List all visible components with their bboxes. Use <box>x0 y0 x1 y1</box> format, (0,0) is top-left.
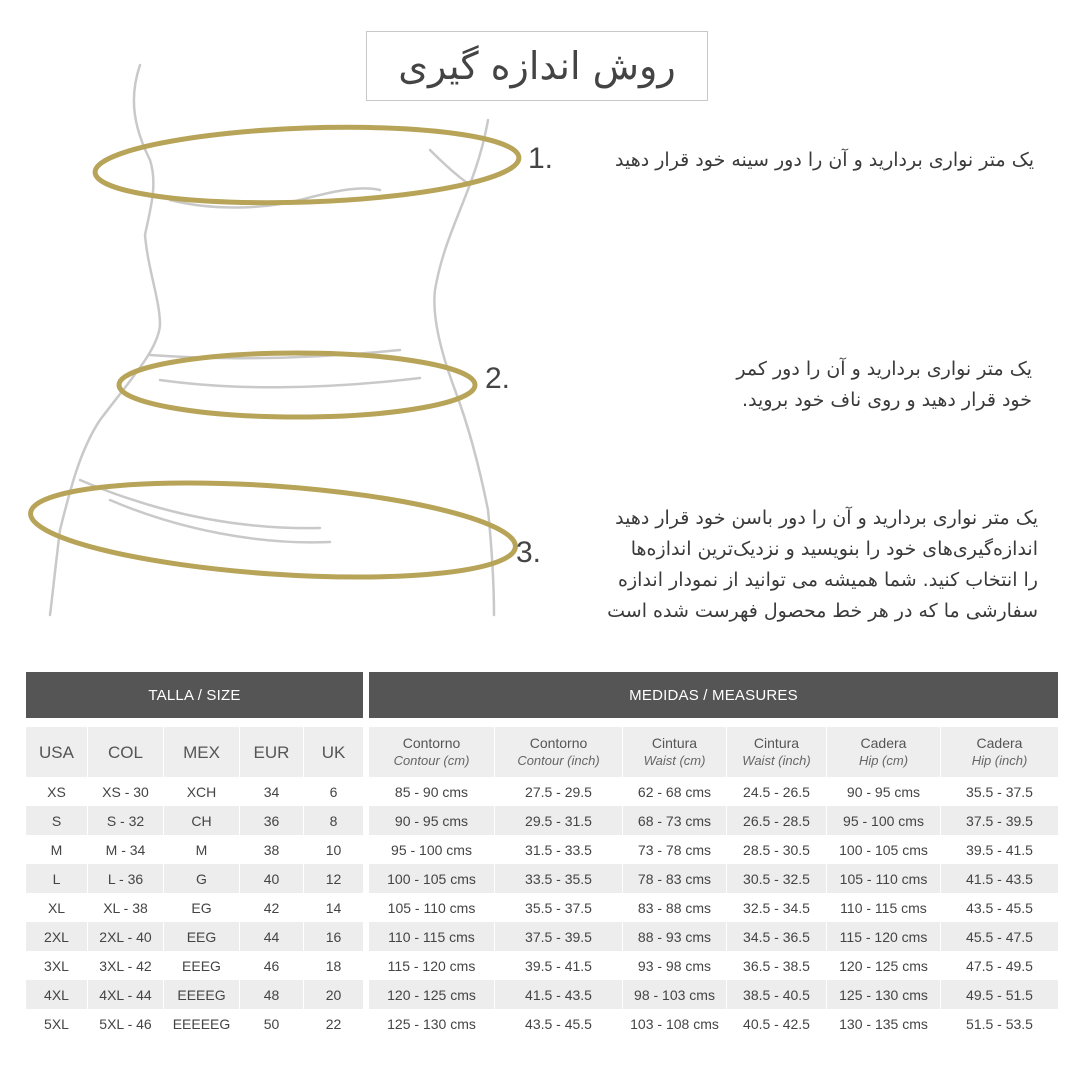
table-cell: 115 - 120 cms <box>369 951 495 980</box>
step-3-line: سفارشی ما که در هر خط محصول فهرست شده است <box>607 600 1038 622</box>
col-label-es: Contorno <box>529 735 588 751</box>
table-cell: 40.5 - 42.5 <box>727 1009 827 1038</box>
body-outline-illustration <box>0 60 560 620</box>
table-row <box>26 893 1058 922</box>
col-label-en: Contour (cm) <box>393 753 470 768</box>
table-cell: 10 <box>304 835 369 864</box>
table-cell: 2XL - 40 <box>88 922 164 951</box>
table-cell: 41.5 - 43.5 <box>941 864 1058 893</box>
table-row <box>26 922 1058 951</box>
step-3-line: را انتخاب کنید. شما همیشه می توانید از نمودار اندازه <box>618 569 1038 591</box>
table-cell: XL - 38 <box>88 893 164 922</box>
table-row <box>26 1009 1058 1038</box>
col-contour-inch <box>495 727 623 777</box>
col-label-es: Cadera <box>860 735 907 751</box>
table-cell: 18 <box>304 951 369 980</box>
col-label-es: Cadera <box>976 735 1023 751</box>
table-cell: 35.5 - 37.5 <box>966 783 1033 800</box>
table-cell: 125 - 130 cms <box>369 1009 495 1038</box>
table-cell: EG <box>164 893 240 922</box>
table-cell: 29.5 - 31.5 <box>495 806 623 835</box>
table-cell: 115 - 120 cms <box>827 922 941 951</box>
table-cell: 33.5 - 35.5 <box>495 864 623 893</box>
table-body <box>26 777 1058 1038</box>
col-col: COL <box>88 727 164 777</box>
table-cell: 103 - 108 cms <box>623 1009 727 1038</box>
col-usa: USA <box>26 727 88 777</box>
col-label-en: Contour (inch) <box>517 753 600 768</box>
step-3-line: اندازه‌گیری‌های خود را بنویسید و نزدیک‌ترین اندازه‌ها <box>630 538 1038 560</box>
table-header-row <box>26 727 1058 777</box>
col-label-en: Waist (cm) <box>643 753 706 768</box>
table-cell: 35.5 - 37.5 <box>495 893 623 922</box>
table-cell: 49.5 - 51.5 <box>941 980 1058 1009</box>
table-cell: 40 <box>240 864 304 893</box>
col-hip-cm <box>827 727 941 777</box>
table-cell: 48 <box>240 980 304 1009</box>
table-cell: 120 - 125 cms <box>827 951 941 980</box>
table-cell: 3XL <box>26 951 88 980</box>
col-label-en: Waist (inch) <box>742 753 811 768</box>
table-cell: 39.5 - 41.5 <box>495 951 623 980</box>
table-cell: 16 <box>304 922 369 951</box>
table-cell: XCH <box>164 777 240 806</box>
col-eur: EUR <box>240 727 304 777</box>
table-cell: 12 <box>304 864 369 893</box>
table-cell: 31.5 - 33.5 <box>495 835 623 864</box>
table-cell: 22 <box>304 1009 369 1038</box>
col-waist-inch <box>727 727 827 777</box>
table-cell: 85 - 90 cms <box>369 777 495 806</box>
table-cell: G <box>164 864 240 893</box>
table-cell: 51.5 - 53.5 <box>966 1015 1033 1032</box>
table-row <box>26 835 1058 864</box>
table-cell: 93 - 98 cms <box>623 951 727 980</box>
table-cell: 45.5 - 47.5 <box>941 922 1058 951</box>
table-cell: 100 - 105 cms <box>369 864 495 893</box>
waist-tape <box>119 353 475 417</box>
table-cell: 5XL <box>26 1009 88 1038</box>
col-label-es: Cintura <box>651 735 698 751</box>
table-cell: XL <box>26 893 88 922</box>
col-hip-inch <box>941 727 1058 777</box>
table-cell: 43.5 - 45.5 <box>966 899 1033 916</box>
bust-tape <box>94 121 520 210</box>
col-contour-cm <box>369 727 495 777</box>
table-cell: 36.5 - 38.5 <box>727 951 827 980</box>
table-cell: 62 - 68 cms <box>623 777 727 806</box>
step-2-line: یک متر نواری بردارید و آن را دور کمر <box>736 358 1032 380</box>
table-cell: 120 - 125 cms <box>369 980 495 1009</box>
table-cell: 105 - 110 cms <box>369 893 495 922</box>
table-cell: 8 <box>304 806 369 835</box>
table-cell: 39.5 - 41.5 <box>966 841 1033 858</box>
table-cell: S - 32 <box>88 806 164 835</box>
table-cell: 95 - 100 cms <box>369 835 495 864</box>
step-2-number: 2. <box>485 362 511 395</box>
step-3-text <box>607 503 1038 622</box>
table-cell: 30.5 - 32.5 <box>727 864 827 893</box>
table-cell: 46 <box>240 951 304 980</box>
table-cell: 68 - 73 cms <box>623 806 727 835</box>
table-cell: 34.5 - 36.5 <box>727 922 827 951</box>
table-row <box>26 951 1058 980</box>
table-cell: 28.5 - 30.5 <box>727 835 827 864</box>
table-cell: 5XL - 46 <box>88 1009 164 1038</box>
table-cell: M <box>164 835 240 864</box>
step-3-number: 3. <box>516 536 542 569</box>
table-cell: 90 - 95 cms <box>369 806 495 835</box>
table-cell: XS <box>26 777 88 806</box>
table-cell: EEEG <box>164 951 240 980</box>
table-cell: 4XL <box>26 980 88 1009</box>
size-table <box>26 727 1058 1038</box>
col-mex: MEX <box>164 727 240 777</box>
table-cell: 38 <box>240 835 304 864</box>
table-cell: L <box>26 864 88 893</box>
table-cell: 32.5 - 34.5 <box>727 893 827 922</box>
col-label-es: Contorno <box>402 735 461 751</box>
shoulder-curve <box>430 150 470 185</box>
size-group-header: TALLA / SIZE <box>26 672 363 718</box>
table-cell: 83 - 88 cms <box>623 893 727 922</box>
table-cell: EEEEG <box>164 980 240 1009</box>
table-cell: 38.5 - 40.5 <box>727 980 827 1009</box>
table-cell: 100 - 105 cms <box>827 835 941 864</box>
table-cell: XS - 30 <box>88 777 164 806</box>
measures-group-header: MEDIDAS / MEASURES <box>369 672 1058 718</box>
page-title: روش اندازه گیری <box>366 31 708 101</box>
waist-fold-2 <box>160 378 420 387</box>
col-waist-cm <box>623 727 727 777</box>
table-cell: CH <box>164 806 240 835</box>
table-cell: 37.5 - 39.5 <box>941 806 1058 835</box>
col-label-en: Hip (cm) <box>858 753 909 768</box>
table-cell: 27.5 - 29.5 <box>495 777 623 806</box>
table-cell: 37.5 - 39.5 <box>495 922 623 951</box>
table-row <box>26 777 1058 806</box>
table-cell: 98 - 103 cms <box>623 980 727 1009</box>
table-cell: 2XL <box>26 922 88 951</box>
table-cell: 50 <box>240 1009 304 1038</box>
table-cell: EEG <box>164 922 240 951</box>
table-cell: 110 - 115 cms <box>827 893 941 922</box>
step-2-text <box>736 354 1032 416</box>
table-cell: 44 <box>240 922 304 951</box>
table-cell: 3XL - 42 <box>88 951 164 980</box>
col-label-es: Cintura <box>753 735 800 751</box>
table-cell: 34 <box>240 777 304 806</box>
step-2-line: خود قرار دهید و روی ناف خود بروید. <box>742 389 1032 411</box>
table-row <box>26 980 1058 1009</box>
table-cell: 130 - 135 cms <box>827 1009 941 1038</box>
table-cell: 41.5 - 43.5 <box>495 980 623 1009</box>
hip-tape <box>28 469 519 591</box>
step-1-text <box>615 145 1034 176</box>
col-uk: UK <box>304 727 369 777</box>
step-1-line: یک متر نواری بردارید و آن را دور سینه خود قرار دهید <box>615 149 1034 171</box>
table-cell: 42 <box>240 893 304 922</box>
table-cell: 105 - 110 cms <box>827 864 941 893</box>
table-cell: 24.5 - 26.5 <box>727 777 827 806</box>
table-cell: 73 - 78 cms <box>623 835 727 864</box>
size-chart <box>26 672 1058 1032</box>
col-label-en: Hip (inch) <box>971 753 1028 768</box>
table-cell: S <box>26 806 88 835</box>
table-cell: 6 <box>304 777 369 806</box>
table-cell: M - 34 <box>88 835 164 864</box>
table-cell: 20 <box>304 980 369 1009</box>
step-3-line: یک متر نواری بردارید و آن را دور باسن خود قرار دهید <box>615 507 1038 529</box>
table-cell: 4XL - 44 <box>88 980 164 1009</box>
table-cell: 43.5 - 45.5 <box>495 1009 623 1038</box>
table-cell: 125 - 130 cms <box>827 980 941 1009</box>
step-1-number: 1. <box>528 142 554 175</box>
table-cell: 88 - 93 cms <box>623 922 727 951</box>
table-row <box>26 806 1058 835</box>
table-cell: 36 <box>240 806 304 835</box>
table-cell: EEEEEG <box>164 1009 240 1038</box>
table-cell: 14 <box>304 893 369 922</box>
table-cell: M <box>26 835 88 864</box>
table-cell: 78 - 83 cms <box>623 864 727 893</box>
table-cell: L - 36 <box>88 864 164 893</box>
table-cell: 90 - 95 cms <box>827 777 941 806</box>
table-row <box>26 864 1058 893</box>
table-cell: 95 - 100 cms <box>827 806 941 835</box>
table-cell: 110 - 115 cms <box>369 922 495 951</box>
table-cell: 26.5 - 28.5 <box>727 806 827 835</box>
table-cell: 47.5 - 49.5 <box>966 957 1033 974</box>
